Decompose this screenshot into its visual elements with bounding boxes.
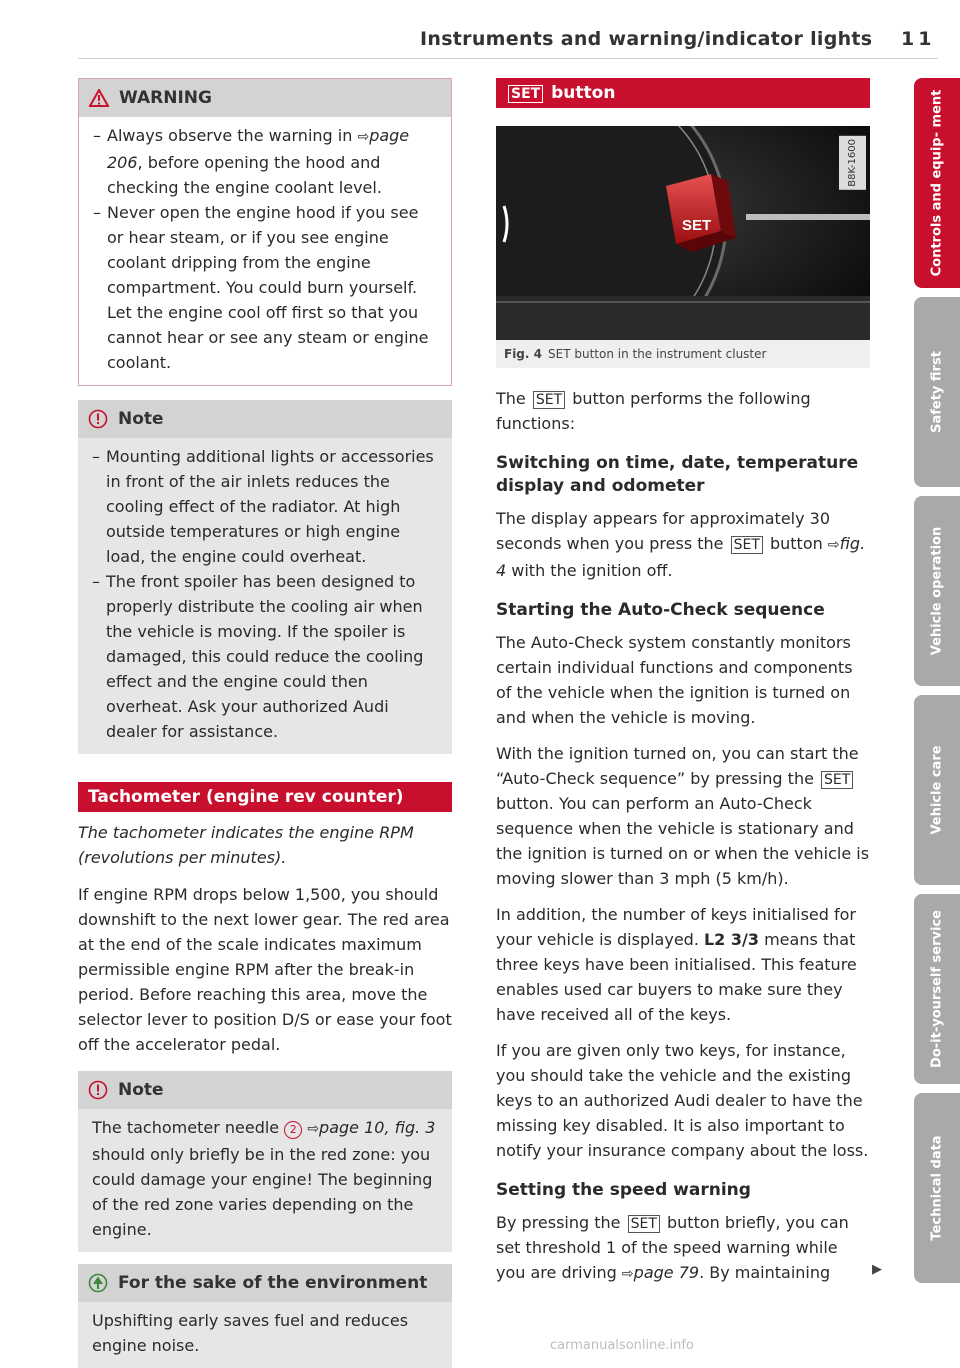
right-column (496, 78, 870, 1298)
set-heading-text: button (551, 83, 616, 103)
instrument-cluster-image (496, 126, 870, 340)
side-tabs (914, 78, 960, 1292)
autocheck-start-paragraph: With the ignition turned on, you can start the “Auto-Check sequence” by pressing the SET button. You can perform an Auto-Check sequence when the vehicle is stationary and the ignition is turned on or when the vehicle is moving slower than 3 mph (5 km/h). (496, 744, 870, 888)
note-item: – The front spoiler has been designed to properly distribute the cooling air when the vehicle is moving. If the spoiler is damaged, this could reduce the cooling effect and the engine could then overheat. Ask your authorized Audi dealer for assistance. (92, 569, 440, 744)
environment-box-title: For the sake of the environment (118, 1272, 428, 1293)
autocheck-paragraph: The Auto-Check system constantly monitors certain individual functions and components of the vehicle when the ignition is turned on and when the vehicle is moving. (496, 633, 853, 727)
note-box-2 (78, 1071, 452, 1252)
note-box-2-header (78, 1071, 452, 1109)
warning-box-title: WARNING (119, 87, 212, 108)
warning-item: – Never open the engine hood if you see or hear steam, or if you see engine coolant dripping from the engine compartment. You could burn yourself. Let the engine cool off first so that you cannot hear or see any steam or engine coolant. (93, 200, 439, 375)
warning-box-header (79, 79, 451, 117)
tab-diy-service[interactable]: Do-it-yourself service (914, 894, 960, 1084)
note-box-title: Note (118, 408, 164, 429)
environment-box-header (78, 1264, 452, 1302)
tab-safety[interactable]: Safety first (914, 297, 960, 487)
warning-item-text: Always observe the warning in (107, 126, 358, 145)
note-box-2-text (78, 1109, 452, 1242)
note-box (78, 400, 452, 754)
left-column (78, 78, 452, 1368)
figure-label: Fig. 4 (504, 347, 542, 361)
note-text: should only briefly be in the red zone: you could damage your engine! The beginning of the red zone varies depending on the engine. (92, 1145, 433, 1239)
watermark: carmanualsonline.info (550, 1338, 694, 1353)
set-button-heading (496, 78, 870, 108)
arrow-right-icon: ⇨ (307, 1121, 320, 1137)
set-key-label: SET (731, 536, 763, 554)
note-text: The tachometer needle (92, 1118, 285, 1137)
tab-controls[interactable]: Controls and equip- ment (914, 78, 960, 288)
missing-key-paragraph: If you are given only two keys, for instance, you should take the vehicle and the existing keys to an authorized Audi dealer to have the missing key disabled. It is also important to notify your insurance company about the loss. (496, 1041, 869, 1160)
tab-vehicle-care[interactable]: Vehicle care (914, 695, 960, 885)
fig-ref-link[interactable]: fig. 4 (496, 534, 866, 580)
set-key-label: SET (508, 85, 543, 103)
arrow-right-icon: ⇨ (621, 1266, 634, 1282)
tachometer-body: If engine RPM drops below 1,500, you should downshift to the next lower gear. The red area at the end of the scale indicates maximum permissible engine RPM after the break-in period. Before reaching this area, move the selector lever to position D/S or ease your foot off the accelerator pedal. (78, 885, 452, 1054)
speed-warning-paragraph: By pressing the SET button briefly, you can set threshold 1 of the speed warning while you are driving ⇨page 79. By maintaining (496, 1213, 849, 1282)
set-key-label: SET (628, 1215, 660, 1233)
warning-item (93, 123, 439, 200)
arrow-right-icon: ⇨ (827, 537, 840, 553)
set-key-label: SET (821, 771, 853, 789)
set-key-label: SET (533, 391, 565, 409)
environment-text: Upshifting early saves fuel and reduces engine noise. (92, 1311, 409, 1355)
page-ref-link[interactable]: page 10, fig. 3 (319, 1118, 436, 1137)
display-paragraph: The display appears for approximately 30 seconds when you press the SET button ⇨fig. 4 with the ignition off. (496, 509, 866, 580)
warning-item-text: , before opening the hood and checking the engine coolant level. (107, 153, 382, 197)
figure-caption (496, 340, 870, 368)
page-header (78, 22, 938, 59)
continue-arrow-icon: ▶ (872, 1262, 882, 1277)
figure-4 (496, 126, 870, 368)
tab-technical-data[interactable]: Technical data (914, 1093, 960, 1283)
warning-triangle-icon (89, 89, 109, 107)
note-icon (88, 409, 108, 429)
subhead-autocheck: Starting the Auto-Check sequence (496, 600, 825, 620)
header-title: Instruments and warning/indicator lights (420, 28, 873, 50)
tab-vehicle-operation[interactable]: Vehicle operation (914, 496, 960, 686)
subhead-display: Switching on time, date, temperature display and odometer (496, 453, 859, 496)
figure-code: B8K-1600 (839, 136, 866, 190)
tachometer-intro: The tachometer indicates the engine RPM (revolutions per minutes). (78, 823, 414, 867)
note-box-2-title: Note (118, 1079, 164, 1100)
set-button-label: SET (682, 217, 712, 234)
keys-code: L2 3/3 (703, 930, 759, 949)
note-icon (88, 1080, 108, 1100)
keys-paragraph: In addition, the number of keys initialised for your vehicle is displayed. L2 3/3 means that three keys have been initialised. This feature enables used car buyers to make sure they have received all of the keys. (496, 905, 857, 1024)
subhead-speed-warning: Setting the speed warning (496, 1180, 751, 1200)
page-ref-link[interactable]: page 79 (633, 1263, 700, 1282)
callout-number-icon: 2 (284, 1121, 302, 1139)
instrument-cluster-illustration (496, 126, 870, 340)
tachometer-heading: Tachometer (engine rev counter) (78, 782, 452, 812)
note-list (78, 438, 452, 744)
note-box-header (78, 400, 452, 438)
arrow-right-icon: ⇨ (357, 129, 370, 145)
note-item: – Mounting additional lights or accessories in front of the air inlets reduces the cooling effect of the radiator. At high outside temperatures or high engine load, the engine could overheat. (92, 444, 440, 569)
warning-list (79, 117, 451, 375)
figure-caption-text: SET button in the instrument cluster (548, 347, 767, 361)
page-ref-link[interactable]: page 206 (107, 126, 410, 172)
warning-box (78, 78, 452, 386)
environment-icon (88, 1273, 108, 1293)
environment-box (78, 1264, 452, 1368)
page-number: 11 (901, 28, 936, 50)
set-intro: The SET button performs the following functions: (496, 389, 811, 433)
